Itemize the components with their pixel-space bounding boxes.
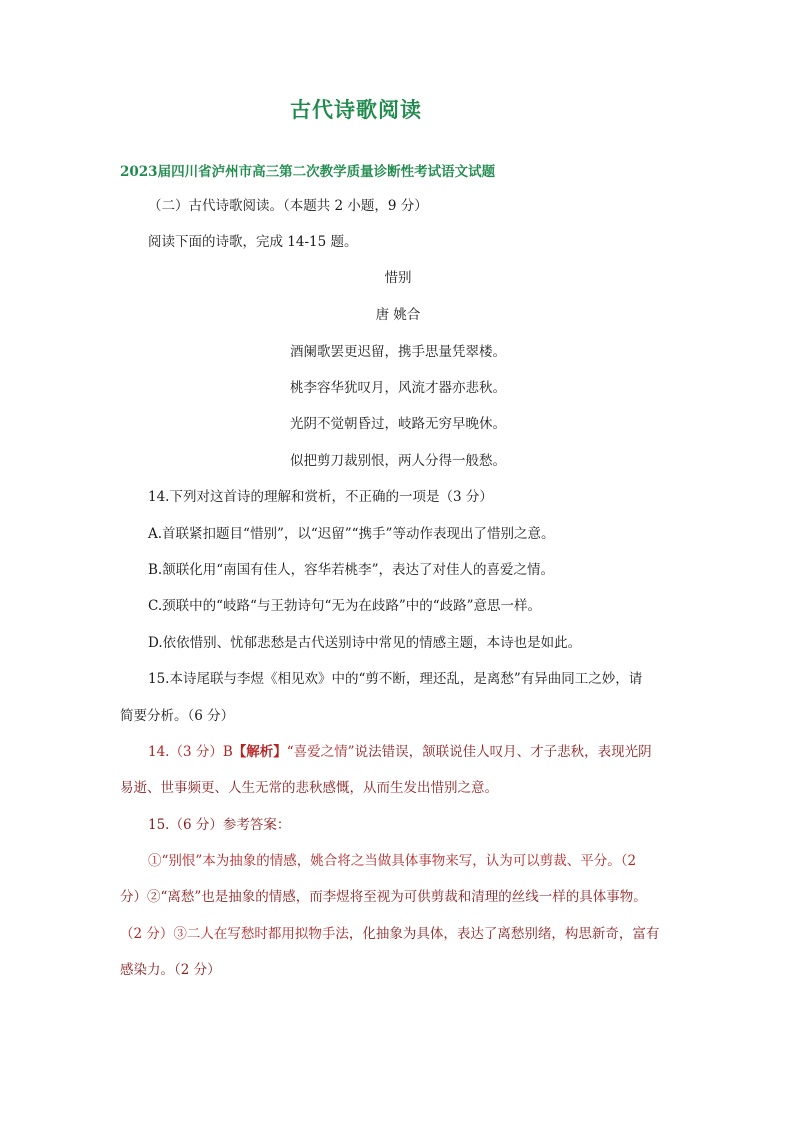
answer-14-line2: 易逝、世事频更、人生无常的悲秋感慨，从而生发出惜别之意。 xyxy=(120,780,498,796)
section-heading: （二）古代诗歌阅读。（本题共 2 小题，9 分） xyxy=(148,198,428,214)
answer-15-heading: 15.（6 分）参考答案： xyxy=(148,817,291,833)
answer-14-quote: “喜爱之情” xyxy=(286,744,355,760)
analysis-tag: 【解析】 xyxy=(232,744,287,760)
question-14-stem: 14.下列对这首诗的理解和赏析，不正确的一项是（3 分） xyxy=(148,489,493,505)
answer-14-prefix: 14.（3 分）B xyxy=(148,744,233,760)
answer-15-line4: 感染力。（2 分） xyxy=(120,962,221,978)
option-a: A.首联紧扣题目“惜别”，以“迟留”“携手”等动作表现出了惜别之意。 xyxy=(148,526,555,542)
answer-15-point3: ③二人在写愁时都用拟物手法 xyxy=(173,926,349,942)
poem-line: 酒阑歌罢更迟留，携手思量凭翠楼。 xyxy=(290,344,506,360)
option-c: C.颈联中的“岐路“与王勃诗句“无为在歧路”中的“歧路”意思一样。 xyxy=(148,598,542,614)
question-15-stem-line2: 简要分析。（6 分） xyxy=(120,708,235,724)
option-d: D.依依惜别、忧郁悲愁是古代送别诗中常见的情感主题，本诗也是如此。 xyxy=(148,635,582,651)
option-b: B.颔联化用“南国有佳人，容华若桃李”，表达了对佳人的喜爱之情。 xyxy=(148,562,555,578)
poem-title: 惜别 xyxy=(384,270,412,286)
question-15-stem-line1: 15.本诗尾联与李煜《相见欢》中的“剪不断，理还乱，是离愁”有异曲同工之妙，请 xyxy=(148,671,643,687)
answer-15-point3-rest: ，化抽象为具体，表达了离愁别绪，构思新奇，富有 xyxy=(348,926,660,942)
page-title: 古代诗歌阅读 xyxy=(290,97,422,122)
answer-15-line1: ①“别恨”本为抽象的情感，姚合将之当做具体事物来写，认为可以剪裁、平分。（2 xyxy=(148,853,637,869)
answer-14-rest: 说法错误，颔联说佳人叹月、才子悲秋，表现光阴 xyxy=(354,744,652,760)
poem-line: 桃李容华犹叹月，风流才器亦悲秋。 xyxy=(290,380,506,396)
answer-14-line1 xyxy=(148,742,652,762)
poem-author: 唐 姚合 xyxy=(375,307,421,323)
poem-line: 光阴不觉朝昏过，岐路无穷早晚休。 xyxy=(290,416,506,432)
instruction: 阅读下面的诗歌，完成 14-15 题。 xyxy=(148,234,358,250)
score-note: （2 分） xyxy=(120,926,174,942)
answer-15-line3 xyxy=(120,924,659,944)
answer-15-line2: 分）②“离愁”也是抽象的情感，而李煜将至视为可供剪裁和清理的丝线一样的具体事物。 xyxy=(120,889,647,905)
exam-source: 2023届四川省泸州市高三第二次教学质量诊断性考试语文试题 xyxy=(120,164,496,180)
poem-line: 似把剪刀裁别恨，两人分得一般愁。 xyxy=(290,453,506,469)
